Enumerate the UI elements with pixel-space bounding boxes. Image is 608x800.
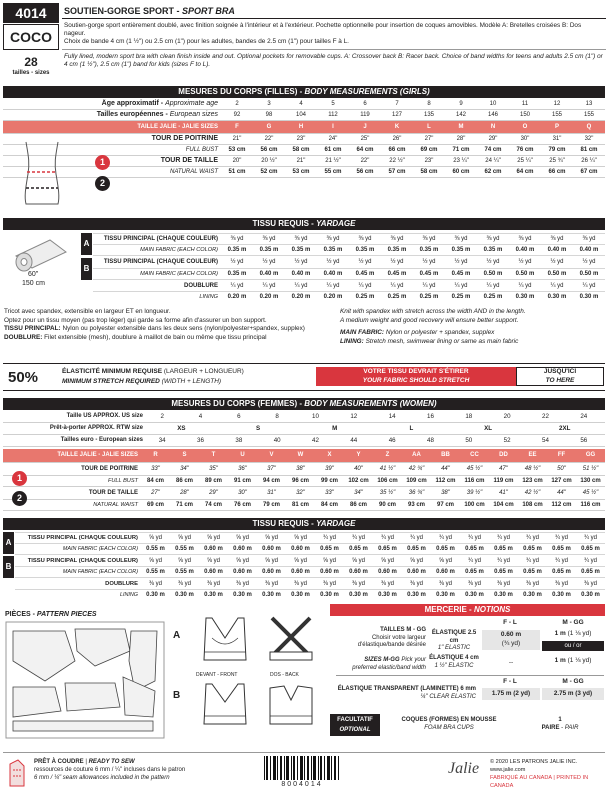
ready-to-sew-icon (6, 758, 28, 788)
torso-figure (12, 140, 72, 206)
women-us-row: Taille US APPROX. US size 2 4 6 8 10 12 14 16 18 20 22 24 (3, 412, 605, 423)
girls-measure-bar: MESURES DU CORPS (FILLES) - BODY MEASUREMENTS (GIRLS) (3, 86, 605, 98)
view-a-tag: A (81, 233, 92, 255)
women-measure-bar: MESURES DU CORPS (FEMMES) - BODY MEASUREMENTS (WOMEN) (3, 398, 605, 410)
notions-mgg-head-2: M - GG (562, 678, 584, 685)
women-waist-marker: 2 (12, 491, 27, 506)
waist-marker-2: 2 (95, 176, 110, 191)
view-b-label: B (173, 690, 181, 701)
optional-tag: FACULTATIF OPTIONAL (330, 714, 380, 736)
notions-sizes-en: SIZES M-GG Pick your preferred elastic/band width (352, 657, 426, 671)
header-title: SOUTIEN-GORGE SPORT - SPORT BRA (64, 6, 235, 16)
women-view-b-tag: B (3, 556, 14, 578)
e25-fl: 0.60 m (¾ yd) (482, 630, 540, 650)
pattern-name: COCO (3, 24, 59, 50)
view-a-label: A (173, 630, 181, 641)
title-en: SPORT BRA (182, 6, 235, 16)
e4-fl: -- (508, 659, 514, 666)
e25-mgg: 1 m (1 ⅛ yd) (554, 630, 592, 637)
desc-en: Fully lined, modern sport bra with clean finish inside and out. Optional pockets for removable cups. A: Crossover back B: Racer back. Choice of band widths for teens and adults 2.5 cm (1") or 4 cm (1 ½"), 2.5 cm (1") band for kids (sizes F to L). (64, 53, 603, 68)
women-eu-row: Tailles euro - European sizes 34 36 38 40 42 44 46 48 50 52 54 56 (3, 436, 605, 447)
women-bust-marker: 1 (12, 471, 27, 486)
pieces-header: PIÈCES - PATTERN PIECES (5, 611, 97, 618)
stretch-upto: JUSQU'ICI TO HERE (516, 367, 604, 386)
clear-mgg: 2.75 m (3 yd) (542, 688, 604, 700)
view-a-back-drawing (262, 616, 320, 666)
women-measure-table: TAILLE JALIE - JALIE SIZES R S T U V W X Y Z AA BB CC DD EE FF GG TOUR DE POITRINE 33" 34" 35" 36" 37" 38" 39" 40" 41 ½" 42 ¾" 44" 45 ½" 47" 48 ½" 50" 51 ½" FULL BUST 84 cm 86 cm 89 cm 91 cm 94 cm 96 cm 99 cm 102 cm 106 cm 109 cm 112 cm 116 cm 119 cm 123 cm 127 cm 130 cm TOUR DE TAILLE 27" 28" 29" 30" 31" 32" 33" 34" 35 ½" 36 ¾" 38" 39 ½" 41" 42 ½" 44" 45 ½" NATURAL WAIST 69 cm 71 cm 74 cm 76 cm 79 cm 81 cm 84 cm 86 cm 90 cm 93 cm 97 cm 100 cm 104 cm 108 cm 112 cm 116 cm (3, 449, 605, 511)
women-view-a-tag: A (3, 532, 14, 554)
ready-to-sew: PRÊT À COUDRE | READY TO SEW ressources de couture 6 mm / ¼" incluses dans le patron 6 mm / ¼" seam allowances included in the pattern (34, 759, 186, 781)
girls-measure-table: Âge approximatif - Approximate age 2 3 4 5 6 7 8 9 10 11 12 13 Tailles européennes - European sizes 92 98 104 112 119 127 135 142 146 150 155 155 TAILLE JALIE - JALIE SIZES F G H I J K L M N O P Q TOUR DE POITRINE 21" 22" 23" 24" 25" 26" 27" 28" 29" 30" 31" 32" FULL BUST 53 cm 56 cm 58 cm 61 cm 64 cm 66 cm 69 cm 71 cm 74 cm 76 cm 79 cm 81 cm TOUR DE TAILLE 20" 20 ½" 21" 21 ½" 22" 22 ½" 23" 23 ¼" 24 ¼" 25 ¼" 25 ¾" 26 ¼" NATURAL WAIST 51 cm 52 cm 53 cm 55 cm 56 cm 57 cm 58 cm 60 cm 62 cm 64 cm 66 cm 67 cm (3, 99, 605, 178)
cups-qty: 1 PAIRE - PAIR (541, 717, 579, 731)
notions-fl-head: F - L (503, 619, 517, 626)
cups-label: COQUES (FORMES) EN MOUSSE FOAM BRA CUPS (401, 717, 497, 731)
jalie-logo: Jalie (448, 760, 480, 777)
view-b-front-drawing (196, 682, 254, 732)
notes-en: Knit with spandex with stretch across the width AND in the length. A medium weight and good recovery will ensure better support. MAIN FABRIC: Nylon or polyester + spandex, supplex LINING: Stretch mesh, swimwear lining or same as main fabric (340, 308, 526, 345)
notes-fr: Tricot avec spandex, extensible en largeur ET en longueur. Optez pour un tissu moyen (pas trop léger) qui garde sa forme afin d'assurer un bon support. TISSU PRINCIPAL: Nylon ou polyester extensible dans les deux sens (nylon/polyester+spandex, supplex) DOUBLURE: Filet extensible (mesh), doublure à maillot de bain ou même que tissu principal (4, 308, 305, 341)
fabric-width-cm: 150 cm (22, 280, 45, 287)
girls-yardage-bar: TISSU REQUIS - YARDAGE (3, 218, 605, 230)
women-rtw-row: Prêt-à-porter APPROX. RTW size XS S M L XL 2XL (3, 424, 605, 435)
sizes-label: tailles - sizes (12, 70, 50, 76)
view-back-caption: DOS - BACK (270, 672, 299, 678)
title-fr: SOUTIEN-GORGE SPORT (64, 6, 175, 16)
stretch-pct: 50% (8, 369, 39, 386)
pattern-pieces-sheet (5, 621, 165, 739)
notions-sizes-fr: TAILLES M - GG Choisir votre largeur d'élastique/bande désirée (357, 627, 426, 648)
view-a-front-drawing (196, 616, 254, 666)
fabric-roll-icon (10, 236, 70, 276)
footer-info: © 2020 LES PATRONS JALIE INC. www.jalie.com FABRIQUÉ AU CANADA | PRINTED IN CANADA (490, 759, 589, 789)
clear-fl: 1.75 m (2 yd) (482, 688, 540, 700)
view-front-caption: DEVANT - FRONT (196, 672, 238, 678)
stretch-en: MINIMUM STRETCH REQUIRED (WIDTH + LENGTH) (62, 378, 222, 385)
pattern-code: 4014 (3, 3, 59, 23)
or-badge: ou / or (542, 641, 604, 651)
notions-mgg-head: M - GG (562, 619, 584, 626)
girls-yardage-table: TISSU PRINCIPAL (CHAQUE COULEUR) ⅜ yd ⅜ yd ⅜ yd ⅜ yd ⅜ yd ⅜ yd ⅜ yd ⅜ yd ⅜ yd ⅜ yd ⅜ yd ⅜ yd MAIN FABRIC (EACH COLOR) 0.35 m 0.35 m 0.35 m 0.35 m 0.35 m 0.35 m 0.35 m 0.35 m 0.35 m 0.40 m 0.40 m 0.40 m TISSU PRINCIPAL (CHAQUE COULEUR) ½ yd ½ yd ½ yd ½ yd ½ yd ½ yd ½ yd ½ yd ½ yd ½ yd ½ yd ½ yd MAIN FABRIC (EACH COLOR) 0.35 m 0.40 m 0.40 m 0.40 m 0.45 m 0.45 m 0.45 m 0.45 m 0.50 m 0.50 m 0.50 m 0.50 m DOUBLURE ¼ yd ¼ yd ¼ yd ¼ yd ¼ yd ¼ yd ¼ yd ¼ yd ¼ yd ¼ yd ¼ yd ¼ yd LINING 0.20 m 0.20 m 0.20 m 0.20 m 0.25 m 0.25 m 0.25 m 0.25 m 0.25 m 0.30 m 0.30 m 0.30 m (93, 233, 605, 302)
stretch-bar: VOTRE TISSU DEVRAIT S'ÉTIRER YOUR FABRIC SHOULD STRETCH (316, 367, 516, 386)
sizes-count: 28 (24, 55, 38, 69)
desc-fr: Soutien-gorge sport entièrement doublé, avec finition soignée à l'intérieur et à l'extérieur. Pochette optionnelle pour insertion de coques amovibles. Modèle A: Bretelles croisées B: Dos nageur. (64, 22, 582, 37)
fabric-width-in: 60" (28, 271, 39, 278)
women-yardage-bar: TISSU REQUIS - YARDAGE (3, 518, 605, 530)
stretch-fr: ÉLASTICITÉ MINIMUM REQUISE (LARGEUR + LONGUEUR) (62, 368, 244, 375)
e25-label: ÉLASTIQUE 2.5 cm 1" ELASTIC (431, 630, 477, 651)
bust-marker-1: 1 (95, 155, 110, 170)
desc-fr2: Choix de bande 4 cm (1 ½") ou 2.5 cm (1") pour les adultes, bandes de 2.5 cm (1") pour tailles F à L. (64, 38, 349, 45)
e4-label: ÉLASTIQUE 4 cm 1 ½" ELASTIC (429, 655, 479, 669)
clear-elastic-label: ÉLASTIQUE TRANSPARENT (LAMINETTE) 6 mm ¼" CLEAR ELASTIC (337, 686, 476, 700)
barcode-number: 8004014 (281, 781, 323, 788)
notions-fl-head-2: F - L (503, 678, 517, 685)
notions-bar: MERCERIE - NOTIONS (330, 604, 605, 616)
view-b-back-drawing (262, 682, 320, 732)
women-yardage-table: TISSU PRINCIPAL (CHAQUE COULEUR) ⅝ yd ⅝ yd ⅝ yd ⅝ yd ⅝ yd ⅝ yd ¾ yd ¾ yd ¾ yd ¾ yd ¾ yd ¾ yd ¾ yd ¾ yd ¾ yd ¾ yd MAIN FABRIC (EACH COLOR) 0.55 m 0.55 m 0.60 m 0.60 m 0.60 m 0.60 m 0.65 m 0.65 m 0.65 m 0.65 m 0.65 m 0.65 m 0.65 m 0.65 m 0.65 m 0.65 m TISSU PRINCIPAL (CHAQUE COULEUR) ⅝ yd ⅝ yd ⅝ yd ⅝ yd ⅝ yd ⅝ yd ⅝ yd ⅝ yd ⅝ yd ⅝ yd ⅝ yd ¾ yd ¾ yd ¾ yd ¾ yd ¾ yd MAIN FABRIC (EACH COLOR) 0.55 m 0.55 m 0.60 m 0.60 m 0.60 m 0.60 m 0.60 m 0.60 m 0.60 m 0.60 m 0.60 m 0.65 m 0.65 m 0.65 m 0.65 m 0.65 m DOUBLURE ⅜ yd ⅜ yd ⅜ yd ⅜ yd ⅜ yd ⅜ yd ⅜ yd ⅜ yd ⅜ yd ⅜ yd ⅜ yd ⅜ yd ⅜ yd ⅜ yd ⅜ yd ⅜ yd LINING 0.30 m 0.30 m 0.30 m 0.30 m 0.30 m 0.30 m 0.30 m 0.30 m 0.30 m 0.30 m 0.30 m 0.30 m 0.30 m 0.30 m 0.30 m 0.30 m (15, 532, 605, 600)
view-b-tag: B (81, 258, 92, 280)
e4-mgg: 1 m (1 ⅛ yd) (554, 657, 592, 664)
